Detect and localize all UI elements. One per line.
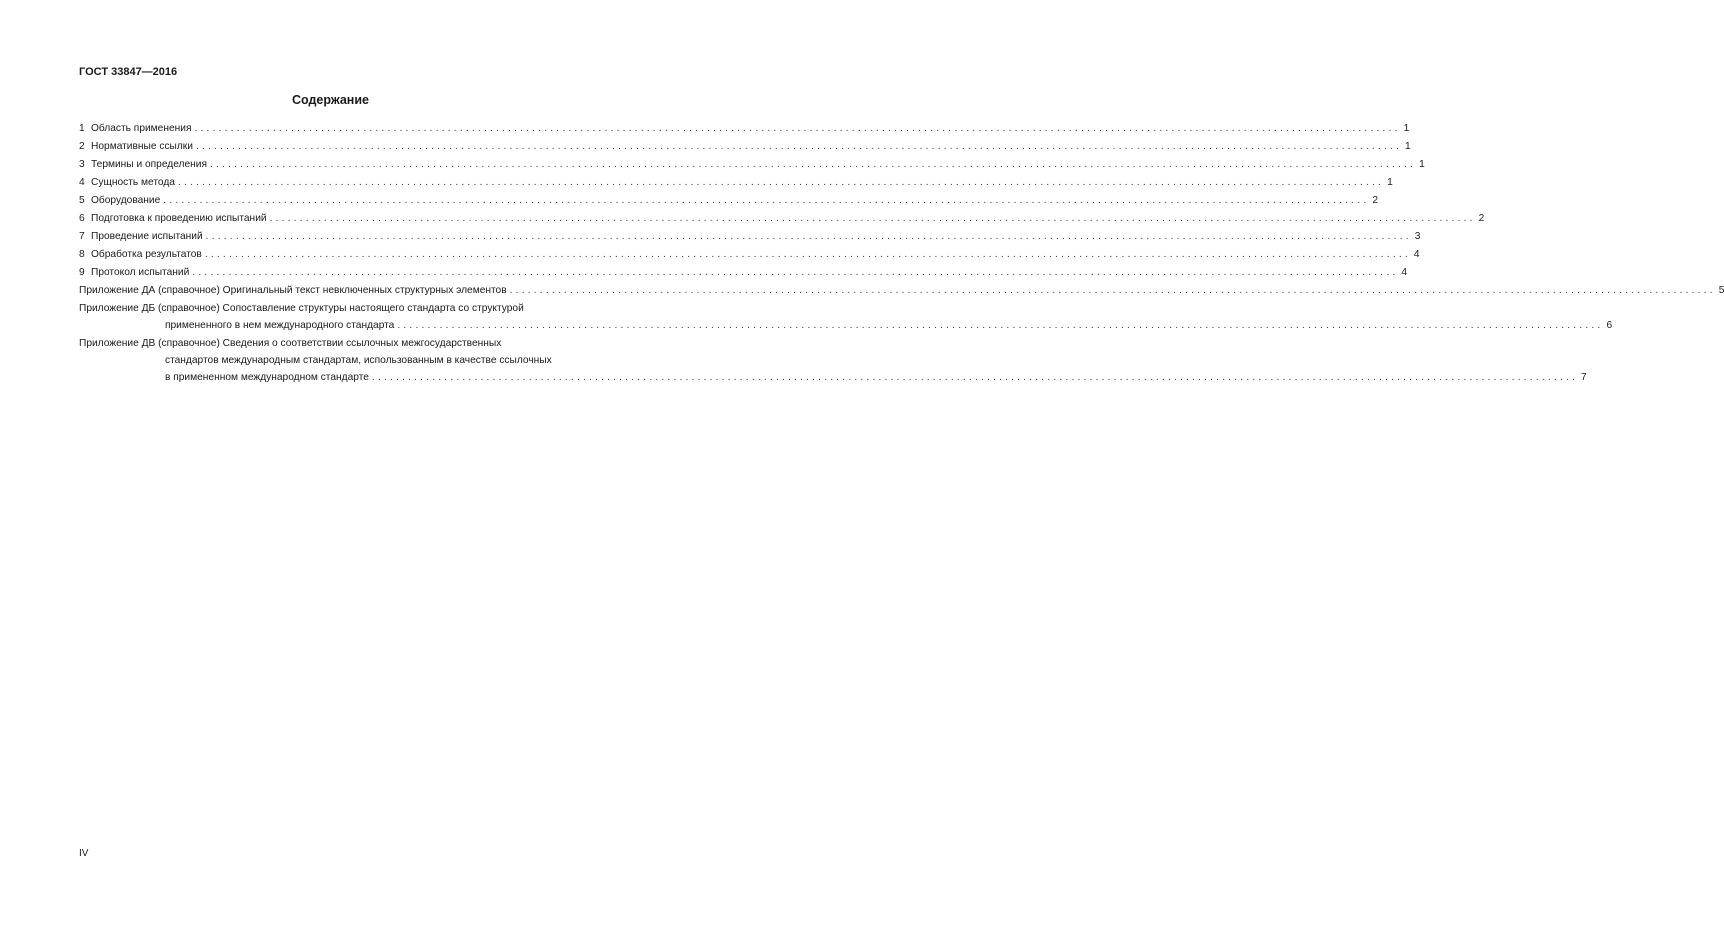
toc-entry-label: Обработка результатов (91, 249, 202, 260)
document-header: ГОСТ 33847—2016 (79, 66, 178, 78)
table-of-contents (79, 120, 1724, 387)
toc-entry[interactable] (79, 264, 1408, 282)
page-number: IV (79, 848, 89, 859)
toc-entry-label: Проведение испытаний (91, 231, 203, 242)
toc-appendix-label: Приложение ДА (справочное) Оригинальный текст невключенных структурных элементов (79, 285, 507, 296)
toc-entry-number: 3 (79, 159, 85, 170)
toc-appendix-label: Приложение ДВ (справочное) Сведения о соответствии ссылочных межгосударственных (79, 338, 502, 349)
dot-leader: ........................................................................................................................................................................................................ (397, 320, 1604, 331)
dot-leader: ........................................................................................................................................................................................................ (205, 231, 1412, 242)
toc-entry-number: 9 (79, 267, 85, 278)
toc-entry[interactable] (79, 192, 1379, 210)
toc-appendix-db[interactable] (79, 300, 614, 317)
toc-entry-number: 8 (79, 249, 85, 260)
page-title: Содержание (291, 93, 369, 107)
toc-entry[interactable] (79, 246, 1420, 264)
toc-entry-number: 7 (79, 231, 85, 242)
dot-leader: ........................................................................................................................................................................................................ (177, 177, 1385, 188)
toc-entry-label: Подготовка к проведению испытаний (91, 213, 267, 224)
dot-leader: ........................................................................................................................................................................................................ (371, 372, 1579, 383)
toc-entry-page: 2 (1478, 213, 1485, 224)
dot-leader: ........................................................................................................................................................................................................ (209, 159, 1417, 170)
dot-leader: ........................................................................................................................................................................................................ (194, 123, 1401, 134)
toc-entry-page: 6 (1606, 320, 1613, 331)
dot-leader: ........................................................................................................................................................................................................ (204, 249, 1411, 260)
toc-entry-label: Область применения (91, 123, 192, 134)
dot-leader: ........................................................................................................................................................................................................ (195, 141, 1403, 152)
toc-entry-number: 1 (79, 123, 85, 134)
toc-entry-page: 1 (1403, 123, 1410, 134)
dot-leader: ........................................................................................................................................................................................................ (269, 213, 1476, 224)
toc-entry-number: 4 (79, 177, 85, 188)
toc-entry[interactable] (79, 228, 1421, 246)
toc-appendix-db-continuation[interactable] (79, 317, 1613, 335)
toc-entry-number: 6 (79, 213, 85, 224)
toc-appendix-label-cont: стандартов международным стандартам, использованным в качестве ссылочных (165, 355, 552, 366)
toc-entry-page: 1 (1405, 141, 1411, 152)
toc-appendix-dv[interactable] (79, 335, 614, 352)
toc-entry-page: 4 (1401, 267, 1408, 278)
toc-entry[interactable] (79, 210, 1485, 228)
toc-entry-page: 7 (1581, 372, 1587, 383)
toc-entry[interactable] (79, 156, 1425, 174)
dot-leader: ........................................................................................................................................................................................................ (163, 195, 1370, 206)
toc-entry-page: 1 (1387, 177, 1393, 188)
toc-entry-number: 2 (79, 141, 85, 152)
toc-entry[interactable] (79, 138, 1411, 156)
toc-entry-label: Термины и определения (91, 159, 207, 170)
toc-entry-page: 1 (1419, 159, 1425, 170)
toc-entry-label: Протокол испытаний (91, 267, 190, 278)
toc-entry-label: Нормативные ссылки (91, 141, 193, 152)
toc-appendix-da[interactable] (79, 282, 1724, 300)
toc-entry-label: Оборудование (91, 195, 161, 206)
toc-appendix-dv-continuation[interactable] (79, 352, 614, 369)
toc-entry-page: 4 (1413, 249, 1420, 260)
dot-leader: ........................................................................................................................................................................................................ (509, 285, 1716, 296)
toc-entry-number: 5 (79, 195, 85, 206)
toc-appendix-label: Приложение ДБ (справочное) Сопоставление структуры настоящего стандарта со структурой (79, 303, 524, 314)
toc-entry-page: 2 (1372, 195, 1379, 206)
toc-appendix-label-cont: в примененном международном стандарте (165, 372, 369, 383)
toc-entry-page: 5 (1718, 285, 1724, 296)
toc-entry[interactable] (79, 120, 1410, 138)
toc-appendix-dv-continuation[interactable] (79, 369, 1587, 387)
toc-entry-label: Сущность метода (91, 177, 175, 188)
toc-entry-page: 3 (1414, 231, 1421, 242)
toc-entry[interactable] (79, 174, 1393, 192)
toc-appendix-label-cont: примененного в нем международного стандарта (165, 320, 395, 331)
dot-leader: ........................................................................................................................................................................................................ (192, 267, 1399, 278)
